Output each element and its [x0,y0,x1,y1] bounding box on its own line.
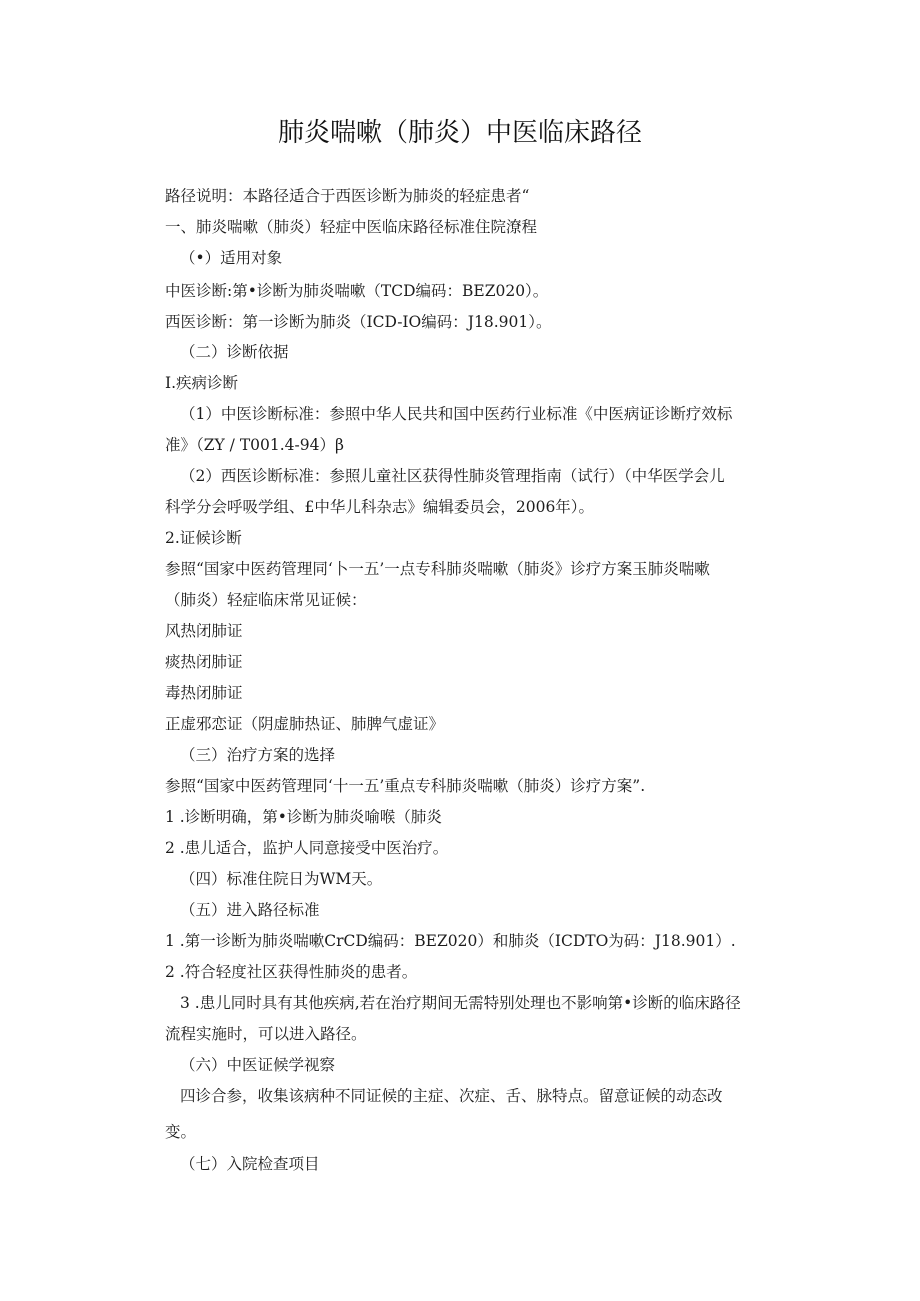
text-line: 准》（ZY / T001.4-94）β [165,436,344,454]
text-line: 科学分会呼吸学组、£中华儿科杂志》编辑委员会，2006年）。 [165,498,595,516]
text-line: 一、肺炎喘嗽（肺炎）轻症中医临床路径标准住院潦程 [165,218,538,236]
text-line: 变。 [165,1123,197,1141]
text-line: 流程实施时，可以进入路径。 [165,1025,367,1043]
document-title: 肺炎喘嗽（肺炎）中医临床路径 [277,118,642,148]
text-line: 四诊合参，收集该病种不同证候的主症、次症、舌、脉特点。留意证候的动态改 [180,1087,723,1105]
text-line: 2 .符合轻度社区获得性肺炎的患者。 [165,963,418,981]
text-line: （1）中医诊断标准：参照中华人民共和国中医药行业标准《中医病证诊断疗效标 [180,405,733,423]
text-line: 参照“国家中医药管理同‘卜一五’一点专科肺炎喘嗽（肺炎》诊疗方案玉肺炎喘嗽 [165,560,710,578]
text-line: 风热闭肺证 [165,622,243,640]
text-line: 2 .患儿适合，监护人同意接受中医治疗。 [165,839,449,857]
text-line: （五）进入路径标准 [180,901,320,919]
text-line: 3 .患儿同时具有其他疾病,若在治疗期间无需特别处理也不影响第•诊断的临床路径 [180,994,741,1012]
text-line: 毒热闭肺证 [165,684,243,702]
text-line: 中医诊断:第•诊断为肺炎喘嗽（TCD编码：BEZ020）。 [165,282,549,300]
text-line: 西医诊断：第一诊断为肺炎（ICD-IO编码：J18.901）。 [165,313,552,331]
text-line: （七）入院检查项目 [180,1155,320,1173]
text-line: 痰热闭肺证 [165,653,243,671]
text-line: （四）标准住院日为WM天。 [180,870,383,888]
text-line: 1 .第一诊断为肺炎喘嗽CrCD编码：BEZ020）和肺炎（ICDTO为码：J18.901）. [165,932,736,950]
text-line: 参照“国家中医药管理同‘十一五’重点专科肺炎喘嗽（肺炎）诊疗方案”. [165,777,646,795]
text-line: 路径说明：本路径适合于西医诊断为肺炎的轻症患者“ [165,187,530,205]
text-line: 2.证候诊断 [165,529,242,547]
text-line: （肺炎）轻症临床常见证候： [165,591,367,609]
text-line: （二）诊断依据 [180,343,289,361]
text-line: 1 .诊断明确，第•诊断为肺炎喻喉（肺炎 [165,808,442,826]
text-line: 正虚邪恋证（阴虚肺热证、肺脾气虚证》 [165,715,445,733]
text-line: （六）中医证候学视察 [180,1056,336,1074]
text-line: I.疾病诊断 [165,374,239,392]
text-line: （2）西医诊断标准：参照儿童社区获得性肺炎管理指南（试行）（中华医学会儿 [180,467,725,485]
text-line: （•）适用对象 [180,249,283,267]
text-line: （三）治疗方案的选择 [180,746,336,764]
